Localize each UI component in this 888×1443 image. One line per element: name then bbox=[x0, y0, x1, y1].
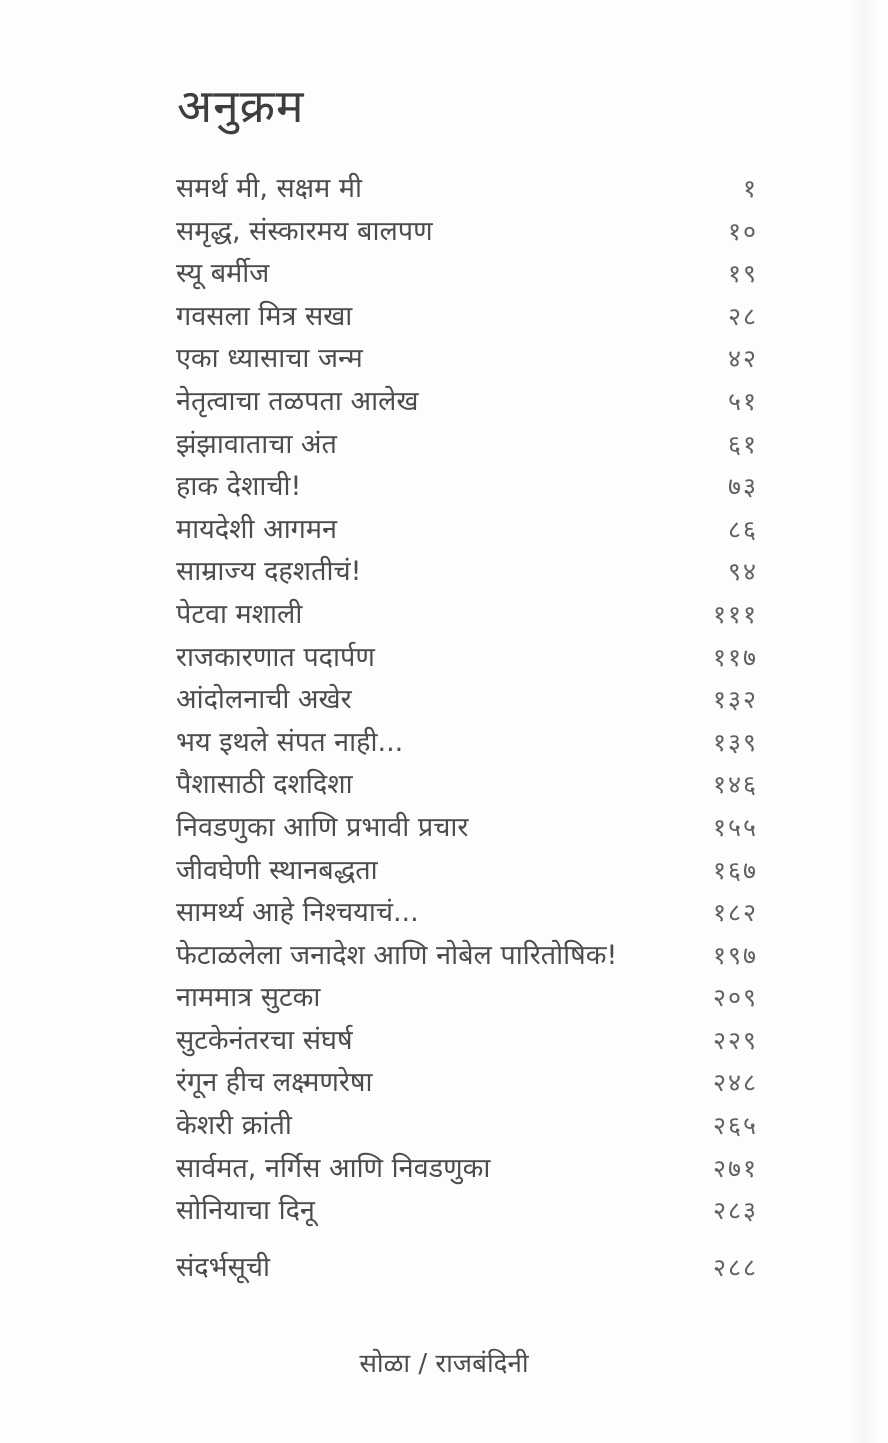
chapter-title: गवसला मित्र सखा bbox=[176, 300, 353, 332]
chapter-page-number: २०९ bbox=[712, 983, 758, 1013]
page-title: अनुक्रम bbox=[177, 79, 305, 133]
chapter-title: साम्राज्य दहशतीचं! bbox=[176, 556, 362, 588]
chapter-title: रंगून हीच लक्ष्मणरेषा bbox=[176, 1067, 373, 1099]
chapter-title: निवडणुका आणि प्रभावी प्रचार bbox=[176, 811, 469, 843]
chapter-title: समृद्ध, संस्कारमय बालपण bbox=[176, 215, 433, 247]
toc-row bbox=[176, 977, 758, 1020]
chapter-title: पैशासाठी दशदिशा bbox=[176, 769, 353, 801]
toc-row bbox=[176, 509, 758, 552]
chapter-page-number: १० bbox=[727, 216, 758, 246]
toc-row bbox=[176, 637, 758, 680]
chapter-title: संदर्भसूची bbox=[176, 1252, 270, 1283]
toc-row bbox=[176, 466, 758, 509]
table-of-contents bbox=[176, 168, 758, 1233]
chapter-page-number: ६१ bbox=[727, 429, 758, 459]
chapter-page-number: २८८ bbox=[712, 1253, 758, 1282]
chapter-page-number: १९ bbox=[727, 259, 758, 289]
toc-row bbox=[176, 1062, 758, 1105]
chapter-title: समर्थ मी, सक्षम मी bbox=[176, 173, 363, 204]
chapter-title: सुटकेनंतरचा संघर्ष bbox=[176, 1024, 353, 1056]
toc-row bbox=[176, 850, 758, 893]
toc-row bbox=[176, 892, 758, 935]
toc-row bbox=[176, 679, 758, 722]
toc-row bbox=[176, 935, 758, 978]
toc-row bbox=[176, 551, 758, 594]
chapter-page-number: ७३ bbox=[727, 472, 758, 502]
toc-row bbox=[176, 1105, 758, 1148]
references-row bbox=[176, 1247, 758, 1290]
chapter-page-number: १५५ bbox=[712, 812, 758, 842]
toc-row bbox=[176, 594, 758, 637]
chapter-page-number: २२९ bbox=[712, 1025, 758, 1055]
chapter-title: सामर्थ्य आहे निश्चयाचं... bbox=[176, 897, 419, 929]
footer-text: सोळा / राजबंदिनी bbox=[359, 1349, 529, 1379]
chapter-page-number: १६७ bbox=[712, 855, 758, 885]
chapter-page-number: ४२ bbox=[727, 344, 758, 374]
chapter-page-number: २४८ bbox=[712, 1068, 758, 1098]
chapter-title: सोनियाचा दिनू bbox=[176, 1195, 315, 1227]
toc-row bbox=[176, 722, 758, 765]
toc-row bbox=[176, 1247, 758, 1290]
chapter-title: सार्वमत, नर्गिस आणि निवडणुका bbox=[176, 1152, 491, 1184]
chapter-title: केशरी क्रांती bbox=[176, 1110, 292, 1142]
chapter-page-number: १४६ bbox=[712, 770, 758, 800]
scan-edge-shadow bbox=[850, 0, 878, 1443]
chapter-title: नेतृत्वाचा तळपता आलेख bbox=[176, 385, 419, 417]
chapter-title: फेटाळलेला जनादेश आणि नोबेल पारितोषिक! bbox=[176, 939, 618, 971]
toc-row bbox=[176, 807, 758, 850]
toc-row bbox=[176, 424, 758, 467]
toc-row bbox=[176, 211, 758, 254]
toc-row bbox=[176, 764, 758, 807]
chapter-page-number: १३९ bbox=[712, 727, 758, 757]
page-footer bbox=[0, 1344, 888, 1380]
chapter-page-number: २८३ bbox=[712, 1196, 758, 1226]
chapter-title: हाक देशाची! bbox=[176, 471, 302, 503]
chapter-page-number: ८६ bbox=[727, 514, 758, 544]
chapter-page-number: २६५ bbox=[712, 1111, 758, 1141]
chapter-page-number: २८ bbox=[727, 301, 758, 331]
chapter-page-number: २७१ bbox=[712, 1153, 758, 1183]
chapter-page-number: ९४ bbox=[727, 557, 758, 587]
toc-row bbox=[176, 381, 758, 424]
chapter-title: राजकारणात पदार्पण bbox=[176, 641, 375, 673]
toc-row bbox=[176, 1020, 758, 1063]
chapter-title: पेटवा मशाली bbox=[176, 598, 303, 630]
toc-row bbox=[176, 296, 758, 339]
toc-row bbox=[176, 253, 758, 296]
chapter-title: झंझावाताचा अंत bbox=[176, 428, 337, 460]
toc-row bbox=[176, 1148, 758, 1191]
chapter-page-number: ५१ bbox=[727, 386, 758, 416]
chapter-page-number: १८२ bbox=[712, 898, 758, 928]
toc-row bbox=[176, 1190, 758, 1233]
chapter-title: आंदोलनाची अखेर bbox=[176, 684, 352, 716]
chapter-page-number: १११ bbox=[712, 599, 758, 629]
chapter-page-number: १ bbox=[742, 174, 758, 203]
chapter-page-number: १९७ bbox=[712, 940, 758, 970]
toc-row bbox=[176, 338, 758, 381]
chapter-title: भय इथले संपत नाही... bbox=[176, 726, 404, 758]
toc-row bbox=[176, 168, 758, 211]
chapter-title: स्यू बर्मीज bbox=[176, 258, 270, 290]
chapter-title: जीवघेणी स्थानबद्धता bbox=[176, 854, 378, 886]
chapter-title: मायदेशी आगमन bbox=[176, 513, 337, 545]
chapter-page-number: १३२ bbox=[712, 685, 758, 715]
chapter-title: नाममात्र सुटका bbox=[176, 982, 321, 1014]
chapter-page-number: ११७ bbox=[712, 642, 758, 672]
chapter-title: एका ध्यासाचा जन्म bbox=[176, 343, 363, 375]
